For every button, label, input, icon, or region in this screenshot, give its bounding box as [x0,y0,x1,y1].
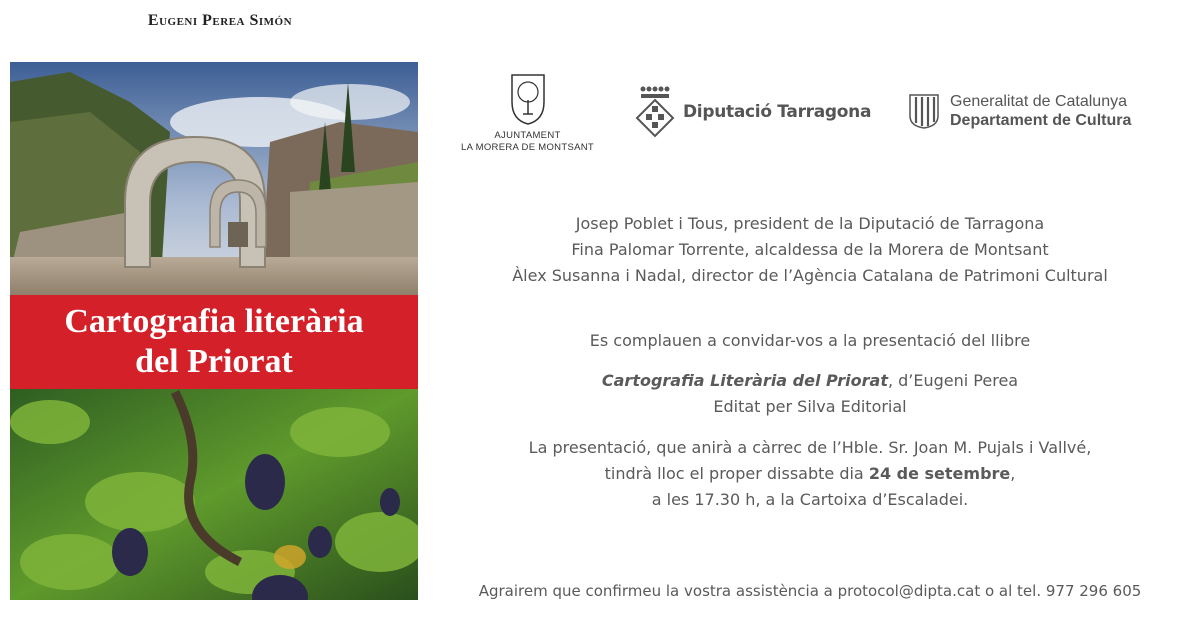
event-date: 24 de setembre [868,464,1011,483]
presentation-line3: a les 17.30 h, a la Cartoixa d’Escaladei. [651,490,969,509]
book-editor: Editat per Silva Editorial [713,397,907,416]
cover-title [10,295,418,389]
author-name: Eugeni Perea Simón [147,12,293,29]
presentation-line1: La presentació, que anirà a càrrec de l’Hble. Sr. Joan M. Pujals i Vallvé, [528,438,1092,457]
presentation-line2-pre: tindrà lloc el proper dissabte dia [604,464,869,483]
generalitat-emblem-icon [907,92,941,130]
rsvp-text: Agrairem que confirmeu la vostra assistència a protocol@dipta.cat o al tel. 977 296 605 [478,582,1142,600]
generalitat-line1: Generalitat de Catalunya [950,92,1127,110]
diputacio-name: Diputació Tarragona [683,102,872,122]
generalitat-line2: Departament de Cultura [950,111,1132,129]
hosts-block [440,211,1180,289]
cover-title-line2: del Priorat [135,343,293,380]
host-line: Josep Poblet i Tous, president de la Diputació de Tarragona [575,214,1045,233]
invitation-text: Es complauen a convidar-vos a la presentació del llibre [589,331,1031,350]
ajuntament-logo [450,72,605,154]
presentation-block [440,435,1180,513]
book-author: , d’Eugeni Perea [887,371,1019,390]
diputacio-logo [635,84,871,140]
host-line: Àlex Susanna i Nadal, director de l’Agència Catalana de Patrimoni Cultural [512,266,1108,285]
book-cover [10,62,418,600]
sponsor-logos [440,72,1180,162]
book-title: Cartografia Literària del Priorat [601,371,888,390]
diputacio-emblem-icon [635,84,675,140]
generalitat-logo [907,92,1131,130]
shield-tree-icon [509,72,547,126]
ajuntament-line2: LA MORERA DE MONTSANT [461,142,594,153]
cover-title-line1: Cartografia literària [64,303,364,340]
presentation-line2-post: , [1010,464,1016,483]
host-line: Fina Palomar Torrente, alcaldessa de la Morera de Montsant [571,240,1049,259]
ajuntament-line1: AJUNTAMENT [494,130,561,141]
book-block [440,368,1180,420]
